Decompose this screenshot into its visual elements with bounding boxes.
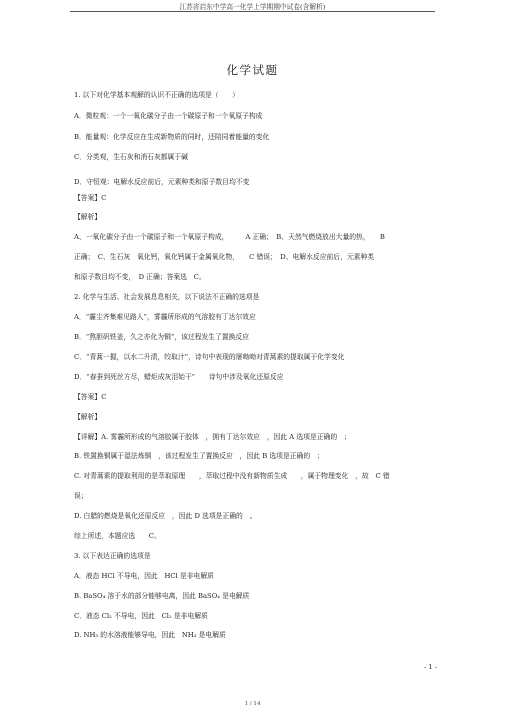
document-title: 化学试题 <box>226 63 279 77</box>
page-indicator: 1 / 14 <box>244 701 261 707</box>
running-header: 江苏省启东中学高一化学上学期期中试卷(含解析) <box>179 3 326 11</box>
question-2-option-b: B．“熬胆矾铁釜，久之亦化为铜”，该过程发生了置换反应 <box>74 333 250 341</box>
question-1-analysis-line-1: A、一氧化碳分子由一个碳原子和一个氧原子构成， A 正确； B、天然气燃烧放出大量的热， B <box>74 233 385 241</box>
question-1-analysis-line-2: 正确； C、生石灰 氧化钙，氧化钙属于金属氧化物， C 错误； D、电解水反应前后，元素种类 <box>74 253 375 261</box>
question-3-stem: 3. 以下表达正确的选项是 <box>74 552 151 560</box>
question-2-detail-c: C. 对青蒿素的提取利用的是萃取原理 ，萃取过程中没有新物质生成 ，属于物理变化 ，故 C 错 <box>74 472 390 480</box>
question-1-option-b: B．能量观：化学反应在生成新物质的同时，还陪同着能量的变化 <box>74 133 270 141</box>
question-2-answer: 【答案】C <box>74 393 107 401</box>
question-1-answer: 【答案】C <box>74 194 107 202</box>
question-2-option-c: C．“青蒿一握，以水二升渍，绞取汁”，诗句中表现的屠呦呦对青蒿素的提取属于化学变化 <box>74 353 345 361</box>
question-2-analysis-heading: 【解析】 <box>74 413 102 421</box>
question-1-option-c: C．分类观，生石灰和消石灰都属于碱 <box>74 153 188 161</box>
question-1-option-a: A．微粒观：一个一氧化碳分子由一个碳原子和一个氧原子构成 <box>74 112 263 120</box>
question-2-stem: 2. 化学与生活、社会发展息息相关，以下说法不正确的选项是 <box>74 293 260 301</box>
question-2-detail-d: D. 白腊的燃烧是氧化还原反应 ，因此 D 选项是正确的 。 <box>74 512 257 520</box>
question-2-option-a: A．“霾尘齐集难见路人”，雾霾所形成的气溶胶有丁达尔效应 <box>74 313 256 321</box>
question-2-detail-b: B. 铁置换铜属于湿法炼铜 ，该过程发生了置换反应 ，因此 B 选项是正确的 ； <box>74 452 324 460</box>
question-1-analysis-line-3: 和原子数目均不变， D 正确；答案选 C。 <box>74 273 206 281</box>
question-1-analysis-heading: 【解析】 <box>74 213 102 221</box>
question-2-detail-a: 【详解】A. 雾霾所形成的气溶胶属于胶体 ，拥有丁达尔效应 ，因此 A 选项是正确的 ； <box>74 433 351 441</box>
question-2-detail-c-cont: 误； <box>74 492 88 500</box>
page-number-marker: - 1 - <box>424 663 437 671</box>
header-divider <box>70 11 435 12</box>
question-3-option-d: D. NH₃ 的水溶液能够导电，因此 NH₃ 是电解质 <box>74 631 226 639</box>
question-3-option-a: A．液态 HCl 不导电，因此 HCl 是非电解质 <box>74 572 214 580</box>
question-1-stem: 1. 以下对化学基本观解的认识不正确的选项是（ ） <box>74 91 239 99</box>
question-2-conclusion: 综上所述，本题应选 C。 <box>74 532 161 540</box>
question-3-option-b: B. BaSO₄ 溶于水的部分能够电离，因此 BaSO₄ 是电解质 <box>74 592 250 600</box>
question-2-option-d: D．“春蚕到死丝方尽，蜡炬成灰泪始干” 诗句中涉及氧化还原反应 <box>74 373 284 381</box>
question-3-option-c: C．液态 Cl₂ 不导电，因此 Cl₂ 是非电解质 <box>74 612 208 620</box>
question-1-option-d: D．守恒观：电解水反应前后，元素种类和原子数目均不变 <box>74 178 250 186</box>
